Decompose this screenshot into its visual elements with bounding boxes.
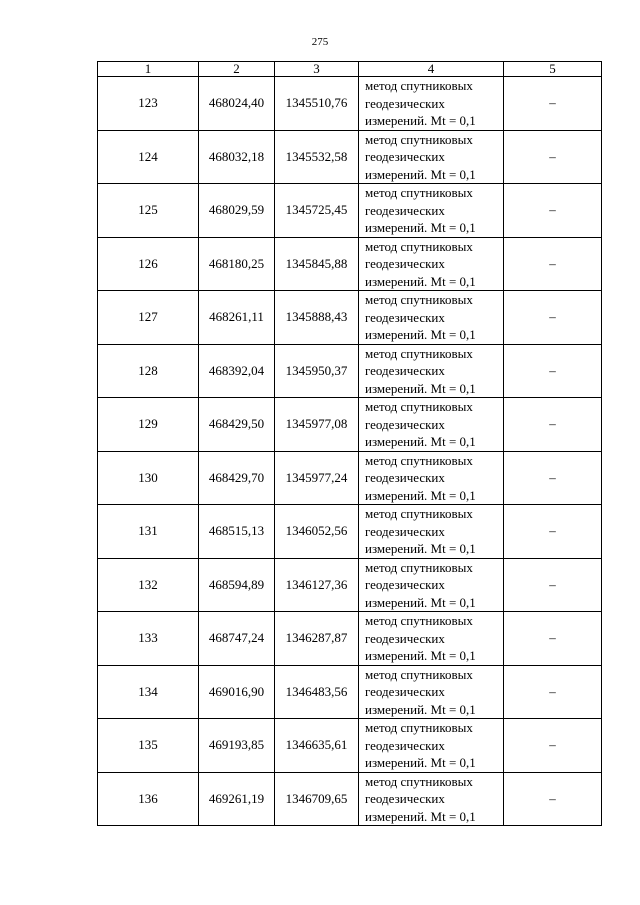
x-coordinate-cell: 468261,11	[199, 291, 275, 345]
table-row	[98, 719, 602, 773]
method-line: измерений. Mt = 0,1	[365, 755, 476, 770]
table-header	[98, 62, 602, 77]
table-body	[98, 77, 602, 826]
point-number-cell: 129	[98, 398, 199, 452]
method-cell	[359, 612, 504, 666]
method-line: метод спутниковых	[365, 559, 473, 575]
table-row	[98, 291, 602, 345]
table-row	[98, 184, 602, 238]
note-cell: –	[504, 237, 602, 291]
note-cell: –	[504, 184, 602, 238]
table-row	[98, 772, 602, 826]
y-coordinate-cell: 1345977,08	[275, 398, 359, 452]
method-line: измерений. Mt = 0,1	[365, 701, 476, 717]
x-coordinate-cell: 468515,13	[199, 505, 275, 559]
method-line: метод спутниковых	[365, 185, 473, 200]
point-number-cell: 125	[98, 184, 199, 238]
method-line: метод спутниковых	[365, 399, 473, 414]
point-number-cell: 130	[98, 451, 199, 505]
method-line: геодезических	[365, 523, 445, 539]
method-line: метод спутниковых	[365, 238, 473, 254]
point-number-cell: 134	[98, 665, 199, 719]
method-line: метод спутниковых	[365, 506, 473, 521]
method-line: измерений. Mt = 0,1	[365, 273, 476, 289]
point-number-cell: 135	[98, 719, 199, 773]
header-col-5: 5	[504, 62, 602, 77]
note-cell: –	[504, 558, 602, 612]
y-coordinate-cell: 1346483,56	[275, 665, 359, 719]
method-line: геодезических	[365, 416, 445, 432]
table-row	[98, 451, 602, 505]
table-row	[98, 130, 602, 184]
method-cell	[359, 184, 504, 238]
point-number-cell: 124	[98, 130, 199, 184]
method-cell	[359, 772, 504, 826]
y-coordinate-cell: 1346709,65	[275, 772, 359, 826]
y-coordinate-cell: 1345532,58	[275, 130, 359, 184]
note-cell: –	[504, 291, 602, 345]
header-col-1: 1	[98, 62, 199, 77]
method-line: метод спутниковых	[365, 773, 473, 789]
page-number: 275	[311, 36, 329, 48]
method-line: геодезических	[365, 95, 445, 111]
method-line: геодезических	[365, 791, 445, 806]
y-coordinate-cell: 1346052,56	[275, 505, 359, 559]
x-coordinate-cell: 469016,90	[199, 665, 275, 719]
method-line: измерений. Mt = 0,1	[365, 166, 476, 182]
method-cell	[359, 665, 504, 719]
x-coordinate-cell: 468024,40	[199, 77, 275, 131]
x-coordinate-cell: 468032,18	[199, 130, 275, 184]
point-number-cell: 123	[98, 77, 199, 131]
point-number-cell: 128	[98, 344, 199, 398]
note-cell: –	[504, 344, 602, 398]
note-cell: –	[504, 130, 602, 184]
x-coordinate-cell: 468594,89	[199, 558, 275, 612]
method-line: метод спутниковых	[365, 345, 473, 361]
y-coordinate-cell: 1345950,37	[275, 344, 359, 398]
y-coordinate-cell: 1345977,24	[275, 451, 359, 505]
method-line: геодезических	[365, 684, 445, 699]
x-coordinate-cell: 469193,85	[199, 719, 275, 773]
method-line: геодезических	[365, 256, 445, 271]
method-cell	[359, 558, 504, 612]
method-line: геодезических	[365, 630, 445, 646]
method-line: геодезических	[365, 470, 445, 485]
y-coordinate-cell: 1346287,87	[275, 612, 359, 666]
table-row	[98, 505, 602, 559]
point-number-cell: 132	[98, 558, 199, 612]
y-coordinate-cell: 1345510,76	[275, 77, 359, 131]
method-line: метод спутниковых	[365, 131, 473, 147]
note-cell: –	[504, 77, 602, 131]
method-line: геодезических	[365, 737, 445, 753]
note-cell: –	[504, 772, 602, 826]
note-cell: –	[504, 665, 602, 719]
y-coordinate-cell: 1346127,36	[275, 558, 359, 612]
method-cell	[359, 237, 504, 291]
y-coordinate-cell: 1345845,88	[275, 237, 359, 291]
table-row	[98, 77, 602, 131]
table-row	[98, 558, 602, 612]
method-line: метод спутниковых	[365, 720, 473, 735]
header-col-2: 2	[199, 62, 275, 77]
table-row	[98, 665, 602, 719]
method-cell	[359, 291, 504, 345]
note-cell: –	[504, 505, 602, 559]
method-line: метод спутниковых	[365, 452, 473, 468]
method-line: измерений. Mt = 0,1	[365, 113, 476, 128]
point-number-cell: 136	[98, 772, 199, 826]
method-cell	[359, 505, 504, 559]
x-coordinate-cell: 468747,24	[199, 612, 275, 666]
x-coordinate-cell: 469261,19	[199, 772, 275, 826]
method-cell	[359, 130, 504, 184]
method-cell	[359, 719, 504, 773]
method-line: геодезических	[365, 363, 445, 378]
method-line: геодезических	[365, 202, 445, 218]
method-line: измерений. Mt = 0,1	[365, 220, 476, 235]
table-row	[98, 398, 602, 452]
method-line: метод спутниковых	[365, 613, 473, 628]
point-number-cell: 131	[98, 505, 199, 559]
method-line: измерений. Mt = 0,1	[365, 434, 476, 449]
header-col-3: 3	[275, 62, 359, 77]
point-number-cell: 133	[98, 612, 199, 666]
x-coordinate-cell: 468180,25	[199, 237, 275, 291]
method-line: измерений. Mt = 0,1	[365, 594, 476, 610]
method-line: метод спутниковых	[365, 78, 473, 93]
method-line: измерений. Mt = 0,1	[365, 380, 476, 396]
method-cell	[359, 344, 504, 398]
method-line: измерений. Mt = 0,1	[365, 648, 476, 663]
header-col-4: 4	[359, 62, 504, 77]
y-coordinate-cell: 1346635,61	[275, 719, 359, 773]
header-row	[98, 62, 602, 77]
method-cell	[359, 77, 504, 131]
x-coordinate-cell: 468429,50	[199, 398, 275, 452]
table-row	[98, 344, 602, 398]
note-cell: –	[504, 719, 602, 773]
x-coordinate-cell: 468392,04	[199, 344, 275, 398]
method-line: измерений. Mt = 0,1	[365, 487, 476, 503]
table-row	[98, 612, 602, 666]
table-row	[98, 237, 602, 291]
y-coordinate-cell: 1345888,43	[275, 291, 359, 345]
x-coordinate-cell: 468029,59	[199, 184, 275, 238]
method-line: геодезических	[365, 309, 445, 325]
point-number-cell: 126	[98, 237, 199, 291]
note-cell: –	[504, 451, 602, 505]
method-line: геодезических	[365, 149, 445, 164]
method-line: метод спутниковых	[365, 292, 473, 307]
note-cell: –	[504, 398, 602, 452]
method-line: измерений. Mt = 0,1	[365, 541, 476, 556]
method-line: метод спутниковых	[365, 666, 473, 682]
method-cell	[359, 398, 504, 452]
note-cell: –	[504, 612, 602, 666]
method-line: измерений. Mt = 0,1	[365, 808, 476, 824]
x-coordinate-cell: 468429,70	[199, 451, 275, 505]
method-line: геодезических	[365, 577, 445, 592]
point-number-cell: 127	[98, 291, 199, 345]
y-coordinate-cell: 1345725,45	[275, 184, 359, 238]
coordinates-table	[97, 61, 602, 826]
method-line: измерений. Mt = 0,1	[365, 327, 476, 342]
method-cell	[359, 451, 504, 505]
